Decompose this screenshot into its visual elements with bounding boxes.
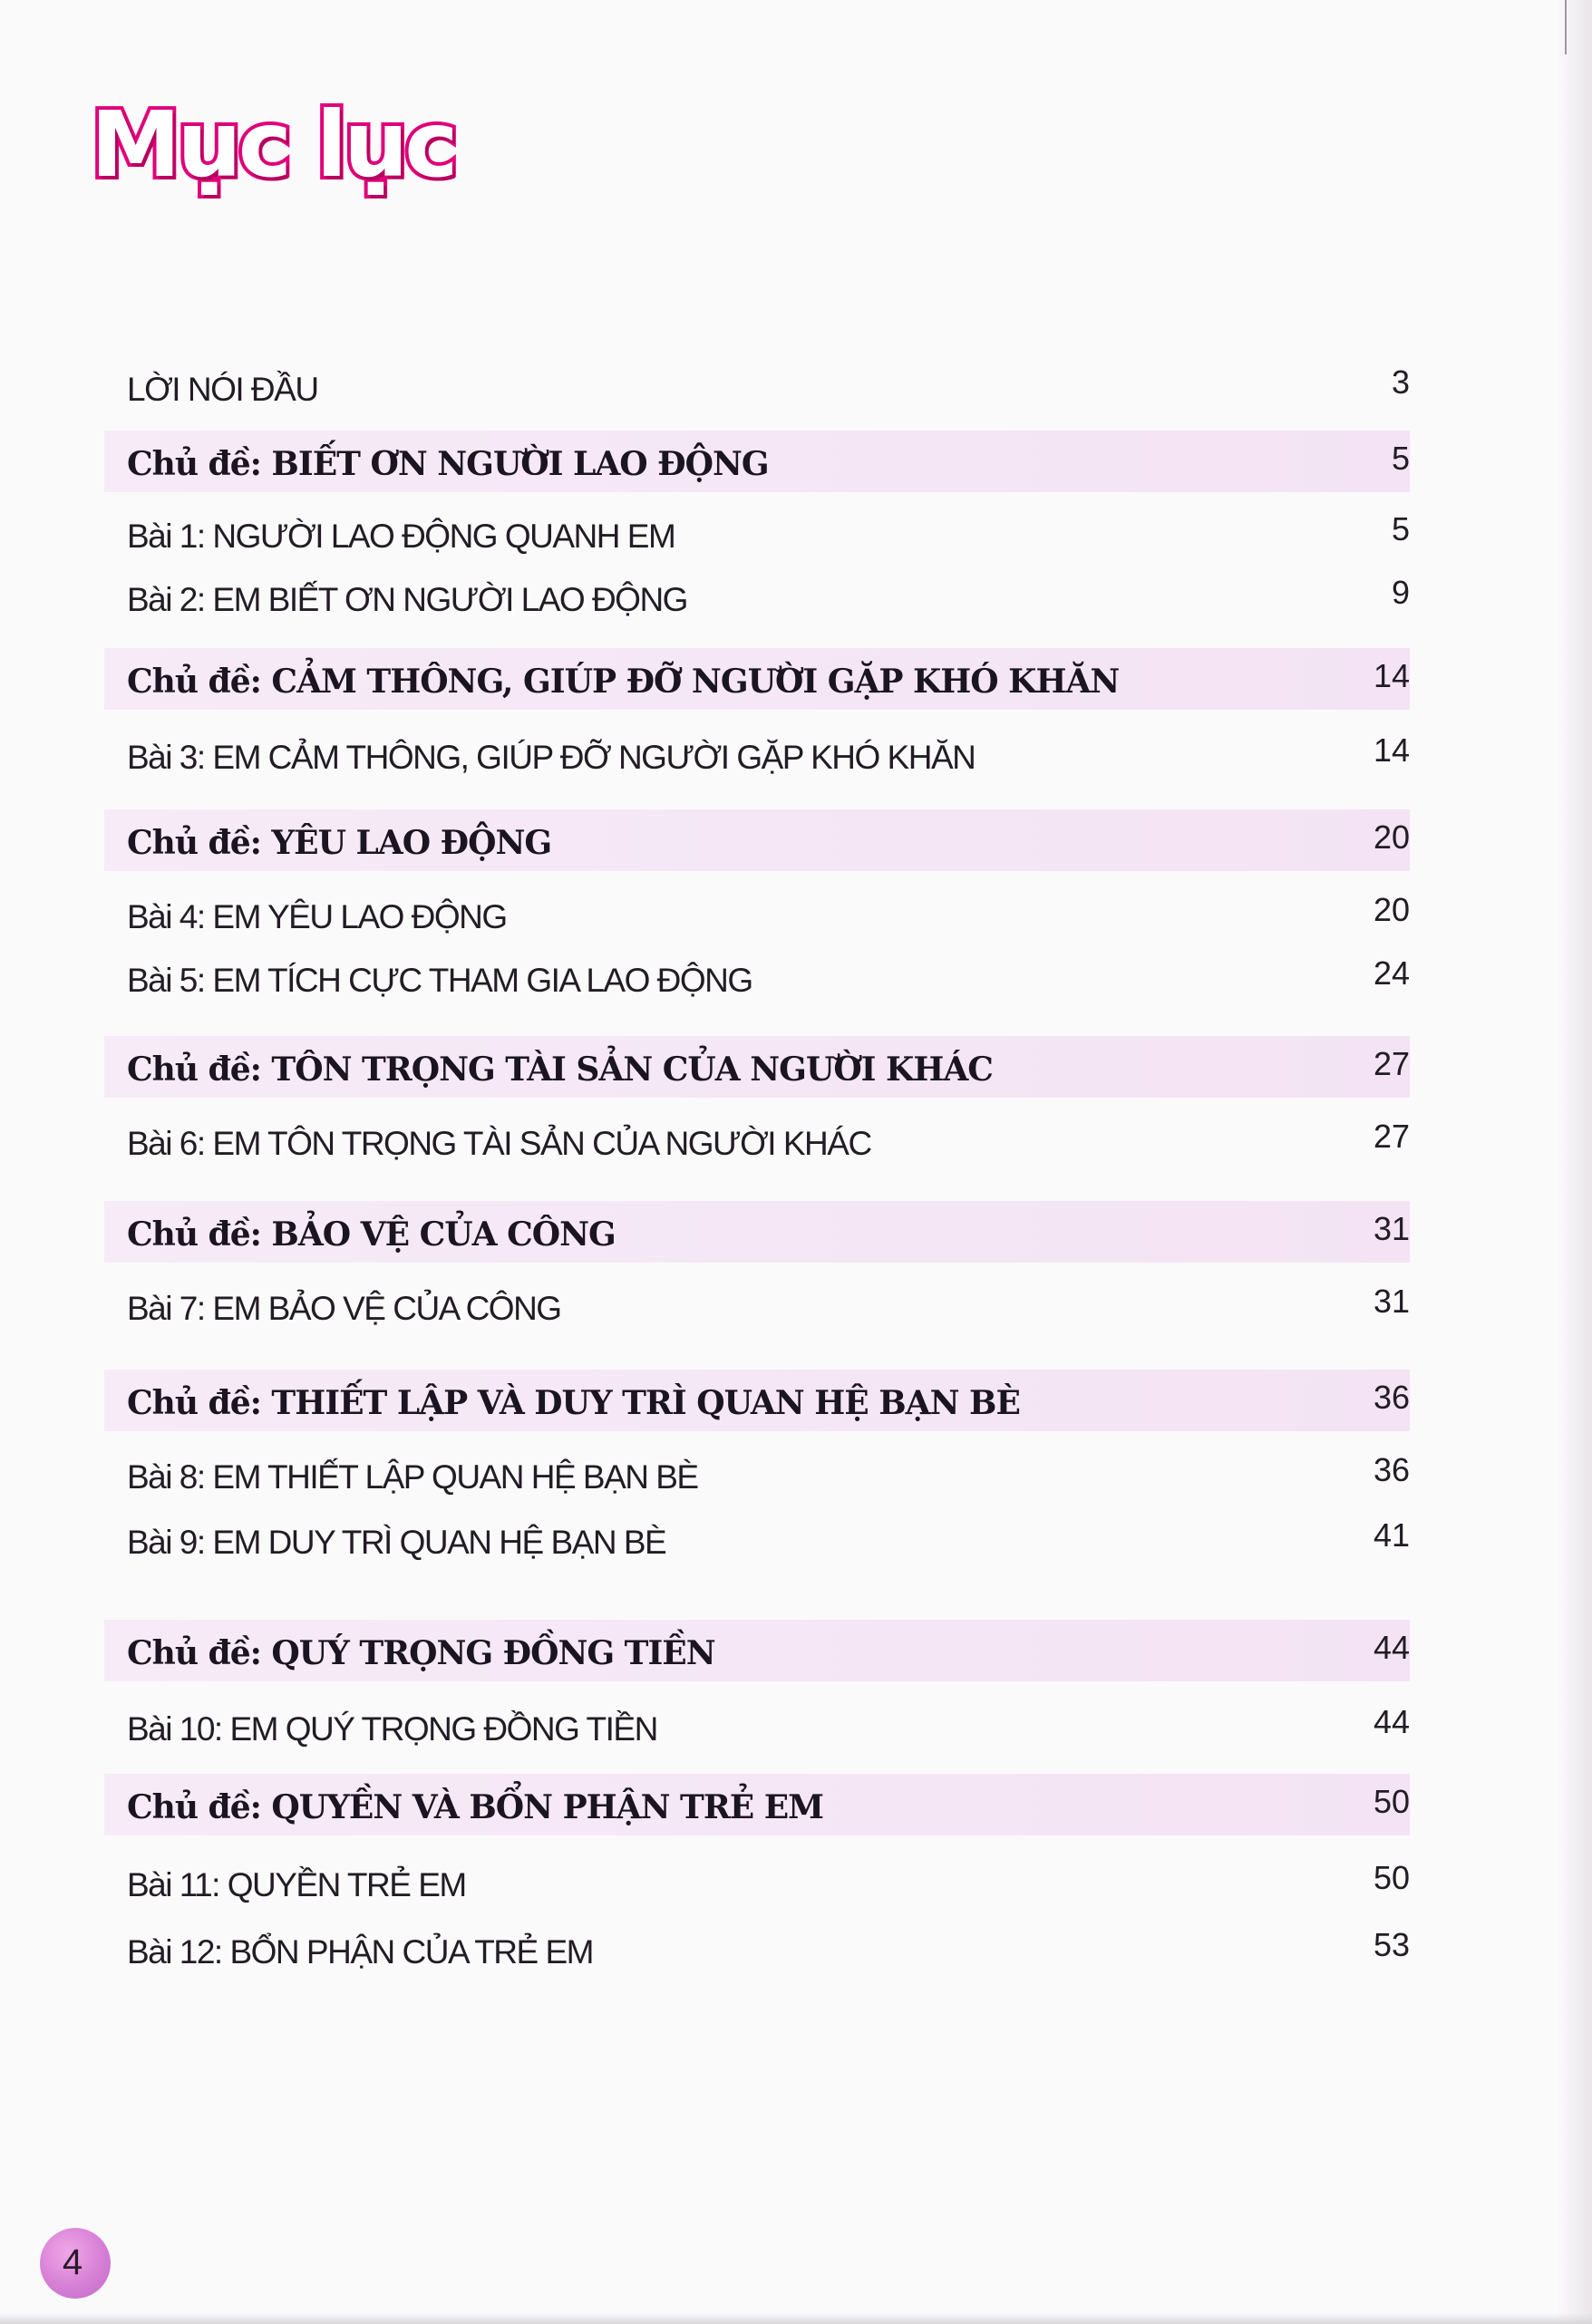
toc-lesson-page: 41	[1373, 1516, 1410, 1554]
toc-topic-4[interactable]	[104, 1036, 1410, 1098]
toc-lesson-1[interactable]	[104, 505, 1410, 568]
toc-topic-8[interactable]	[104, 1774, 1410, 1835]
toc-lesson-2[interactable]	[104, 568, 1410, 632]
toc-lesson-page: 31	[1373, 1283, 1410, 1320]
toc-lesson-label: Bài 8: EM THIẾT LẬP QUAN HỆ BẠN BÈ	[127, 1458, 698, 1496]
toc-lesson-label: Bài 4: EM YÊU LAO ĐỘNG	[127, 898, 507, 935]
toc-lesson-page: 27	[1373, 1118, 1410, 1155]
toc-topic-6[interactable]	[104, 1370, 1410, 1431]
toc-topic-label: Chủ đề: BIẾT ƠN NGƯỜI LAO ĐỘNG	[127, 445, 769, 483]
toc-lesson-11[interactable]	[104, 1854, 1410, 1917]
toc-topic-5[interactable]	[104, 1201, 1410, 1263]
toc-lesson-3[interactable]	[104, 726, 1410, 789]
toc-topic-page: 14	[1373, 657, 1410, 694]
toc-lesson-page: 9	[1391, 574, 1410, 611]
toc-lesson-page: 20	[1373, 891, 1410, 928]
toc-topic-label: Chủ đề: TÔN TRỌNG TÀI SẢN CỦA NGƯỜI KHÁC	[127, 1051, 993, 1089]
toc-lesson-label: Bài 11: QUYỀN TRẺ EM	[127, 1866, 466, 1903]
page-title: Mục lục	[91, 92, 455, 198]
toc-topic-label: Chủ đề: YÊU LAO ĐỘNG	[127, 824, 552, 862]
toc-lesson-label: Bài 2: EM BIẾT ƠN NGƯỜI LAO ĐỘNG	[127, 581, 687, 618]
toc-lesson-page: 36	[1373, 1451, 1410, 1488]
toc-lesson-7[interactable]	[104, 1277, 1410, 1341]
toc-topic-label: Chủ đề: QUYỀN VÀ BỔN PHẬN TRẺ EM	[127, 1788, 824, 1826]
toc-lesson-12[interactable]	[104, 1921, 1410, 1984]
toc-topic-label: Chủ đề: CẢM THÔNG, GIÚP ĐỠ NGƯỜI GẶP KHÓ KHĂN	[127, 663, 1120, 701]
toc-entry-label: LỜI NÓI ĐẦU	[127, 371, 318, 408]
toc-topic-page: 44	[1373, 1629, 1410, 1666]
toc-entry-preface[interactable]	[104, 358, 1410, 421]
toc-lesson-label: Bài 1: NGƯỜI LAO ĐỘNG QUANH EM	[127, 518, 675, 555]
toc-topic-label: Chủ đề: QUÝ TRỌNG ĐỒNG TIỀN	[127, 1634, 715, 1672]
toc-lesson-label: Bài 9: EM DUY TRÌ QUAN HỆ BẠN BÈ	[127, 1524, 666, 1561]
toc-topic-page: 50	[1373, 1783, 1410, 1820]
toc-lesson-label: Bài 3: EM CẢM THÔNG, GIÚP ĐỠ NGƯỜI GẶP KHÓ KHĂN	[127, 739, 976, 776]
toc-lesson-page: 44	[1373, 1703, 1410, 1740]
toc-topic-page: 20	[1373, 818, 1410, 856]
toc-lesson-10[interactable]	[104, 1698, 1410, 1761]
toc-lesson-page: 53	[1373, 1926, 1410, 1963]
page-number-badge	[40, 2228, 111, 2299]
toc-topic-page: 31	[1373, 1210, 1410, 1247]
toc-lesson-label: Bài 12: BỔN PHẬN CỦA TRẺ EM	[127, 1933, 593, 1971]
toc-lesson-page: 14	[1373, 731, 1410, 769]
toc-topic-label: Chủ đề: BẢO VỆ CỦA CÔNG	[127, 1215, 616, 1254]
toc-entry-page: 3	[1391, 363, 1410, 401]
toc-topic-page: 27	[1373, 1045, 1410, 1082]
toc-lesson-9[interactable]	[104, 1511, 1410, 1574]
toc-lesson-6[interactable]	[104, 1112, 1410, 1176]
toc-lesson-label: Bài 10: EM QUÝ TRỌNG ĐỒNG TIỀN	[127, 1710, 657, 1748]
toc-lesson-page: 24	[1373, 954, 1410, 992]
toc-lesson-5[interactable]	[104, 949, 1410, 1012]
toc-topic-2[interactable]	[104, 648, 1410, 710]
toc-topic-page: 5	[1391, 440, 1410, 477]
toc-lesson-page: 5	[1391, 510, 1410, 547]
toc-lesson-8[interactable]	[104, 1446, 1410, 1509]
toc-topic-3[interactable]	[104, 809, 1410, 871]
toc-topic-label: Chủ đề: THIẾT LẬP VÀ DUY TRÌ QUAN HỆ BẠN BÈ	[127, 1384, 1020, 1422]
toc-lesson-label: Bài 7: EM BẢO VỆ CỦA CÔNG	[127, 1290, 561, 1327]
toc-lesson-label: Bài 6: EM TÔN TRỌNG TÀI SẢN CỦA NGƯỜI KHÁC	[127, 1125, 871, 1162]
page-number: 4	[62, 2242, 83, 2282]
toc-lesson-label: Bài 5: EM TÍCH CỰC THAM GIA LAO ĐỘNG	[127, 962, 752, 999]
toc-topic-1[interactable]	[104, 431, 1410, 492]
toc-lesson-4[interactable]	[104, 886, 1410, 949]
toc-topic-7[interactable]	[104, 1620, 1410, 1681]
toc-topic-page: 36	[1373, 1379, 1410, 1416]
toc-lesson-page: 50	[1373, 1859, 1410, 1896]
